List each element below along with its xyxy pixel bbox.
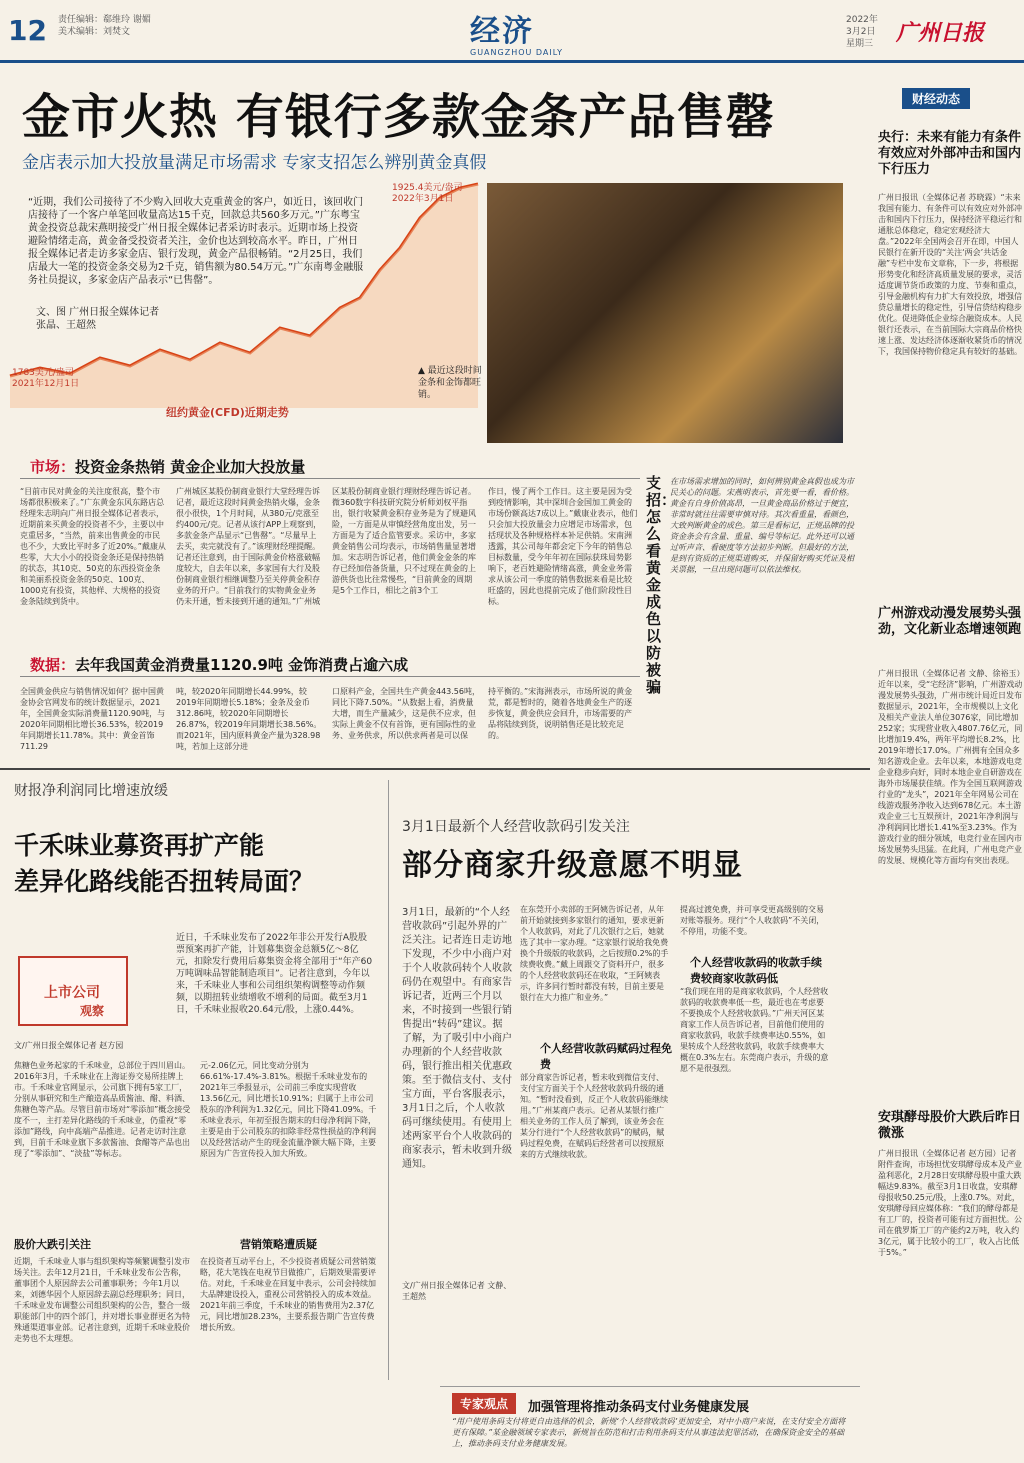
data-col-2: 吨，较2020年同期增长44.99%，较2019年同期增长5.18%；金条及金币312.86吨，较2020年同期增长26.87%，较2019年同期增长38.56%。而2021年，国内原料黄金产量为328.98吨，若加上这部分进 (176, 687, 322, 751)
section-title: 经济 (470, 14, 534, 49)
column-divider (388, 780, 389, 1380)
photo-caption: ▲ 最近这段时间金条和金饰都旺销。 (418, 366, 482, 400)
qianhe-headline (14, 828, 314, 900)
chart-start-label (12, 368, 79, 390)
chart-title: 纽约黄金(CFD)近期走势 (166, 406, 289, 419)
section-title-en: GUANGZHOU DAILY (470, 48, 564, 57)
market-title-text: 投资金条热销 黄金企业加大投放量 (75, 458, 306, 476)
merchant-col-3: 提高过渡免费，并可享受更高级别的交易对账等服务。现行“个人收款码”不关闭，不停用，功能不变。 (680, 905, 825, 936)
chart-start-price: 1783美元/盎司 (12, 368, 74, 378)
expert-divider (440, 1386, 860, 1387)
sidebar-item3-body: 广州日报讯（全媒体记者 赵方园）记者附件查询，市场担忧安琪酵母成本及产业盈利恶化，2月28日安琪酵母股中重大跌幅达9.83%。截至3月1日收盘，安琪酵母报收50.25元/股，上涨0.7%。对此，安琪酵母回应媒体称：“我们的酵母都是有工厂的，投资者可能有过方面担忧。公司在俄罗斯工厂的产能约2万吨，收入约3亿元，属于比较小的工厂，收入占比低于5%。” (878, 1149, 1022, 1257)
qianhe-col-2b: 在投资者互动平台上，不少投资者质疑公司营销策略，花大笔钱在电视节目做推广，后期效果需要评估。对此，千禾味业在回复中表示，公司会持续加大品牌建设投入，重视公司营销投入的成本效益。2021年前三季度，千禾味业的销售费用为2.37亿元，同比增加28.23%，主要系报告期广告宣传费增长所致。 (200, 1257, 376, 1332)
market-col-3: 区某股份制商业银行理财经理告诉记者。微360数字科技研究院分析师刘权平指出，银行收紧黄金积存业务是为了规避风险，一方面是从审慎经营角度出发，另一方面是为了适合监管要求。采访中，多家黄金销售公司均表示，市场销售量显著增加。宋志明告诉记者，他们黄金金条的库存已经加倍备货量，只不过现在黄金的上游供货也比往常慢些，“目前黄金的周期是5个工作日，相比之前3个工 (332, 487, 476, 595)
qianhe-intro: 近日，千禾味业发布了2022年非公开发行A股股票预案再扩产能，计划募集资金总额5亿～8亿元，扣除发行费用后募集资金将全部用于“年产60万吨调味品智能制造项目”。记者注意到，今年以来，千禾味业人事和公司组织架构调整等动作频频，以期扭转业绩增收不增利的局面。截至3月1日，千禾味业报收20.64元/股，上涨0.44%。 (176, 933, 373, 1015)
mid-page-divider (0, 768, 870, 770)
data-title-text: 去年我国黄金消费量1120.9吨 金饰消费占逾六成 (75, 656, 409, 674)
sidebar-item1-title: 央行：未来有能力有条件有效应对外部冲击和国内下行压力 (878, 130, 1022, 177)
qianhe-col-1: 焦糖色业务起家的千禾味业，总部位于四川眉山。2016年3月，千禾味业在上海证券交易所挂牌上市。千禾味业官网显示，公司旗下拥有5家工厂，分别从事研究和生产酿造高品质酱油、醋、料酒、焦糖色等产品。尽管目前市场对“零添加”概念接受度不一，主打差异化路线的千禾味业，仍重视“零添加”路线，向中高端产品推进。记者走访时注意到，目前千禾味业旗下多款酱油、食醋等产品也出现了“零添加”、“淡盐”等标志。 (14, 1061, 191, 1158)
market-col-1: “目前市民对黄金的关注度很高，整个市场都很积极来了。”广东黄金东风东路店总经理朱志明向广州日报全媒体记者表示，近期前来买黄金的投资者不少，主要以中克重居多，“当然，前来出售黄金的市民也不少，大致比平时多了近20%。”戴康从些零，大大小小的投资金条还是保持热销的状态，其10克、50克的东西投资金条和美丽系投资金条的50克、100克、1000克有投资，其他样、大规格的投资金条陆续到货中。 (20, 487, 166, 606)
merchant-col-3b: “我们现在用的是商家收款码，个人经营收款码的收款费率低一些，最近也在考虑要不要换成个人经营收款码。”广州天河区某商家工作人员告诉记者，目前他们使用的商家收款码，收款手续费率达0.55%，如果转成个人经营收款码，收款手续费率大概在0.3%左右。东莞商户表示，升级的意愿不是很强烈。 (680, 987, 829, 1073)
tips-text: 在市场需求增加的同时，如何辨别黄金真假也成为市民关心的问题。宋燕明表示，首先要一看，看价格。黄金有自身价值高昂，一旦黄金商品价格过于便宜，非常时就往往需要审慎对待。其次看重量，看颜色，大致判断黄金的成色。第三是看标记，正规品牌的投资金条会有含量、重量、编号等标记。此外还可以通过听声音、看硬度等方法初步判断。但最好的方法，是到有资质的正规渠道购买，并保留好购买凭证及相关票据，一旦出现问题可以依法维权。 (670, 477, 854, 574)
masthead-logo: 广州日报 (896, 20, 985, 46)
header-divider (0, 60, 1024, 63)
chart-end-price: 1925.4美元/盎司 (392, 183, 463, 193)
tips-vertical-title: 支招：怎么看黄金成色以防被骗 (646, 474, 677, 696)
qianhe-byline: 文/广州日报全媒体记者 赵方园 (14, 1041, 124, 1050)
data-divider (20, 676, 640, 677)
sidebar-item2-body: 广州日报讯（全媒体记者 文静、徐裕玉）近年以来，受“宅经济”影响，广州游戏动漫发展势头强劲，广州市统计局近日发布数据显示，2021年，全市规模以上文化及相关产业法人单位3076家，同比增加252家；实现营业收入4807.76亿元，同比增加19.4%，两年平均增长8.2%，比2019年增长17.0%。广州拥有全国众多知名游戏企业。去年以来，本地游戏电竞企业稳步向好，同时本地企业自研游戏在海外市场屡获佳绩。作为全国互联网游戏行业的“龙头”，2021年全年网易公司在线游戏服务净收入达到678亿元。本土游戏企业三七互娱预计，2021年净利润与净利润同比增长1.41%至3.23%。作为游戏行业的细分领域，电竞行业在国内市场发展势头迅猛。在此间，广州电竞产业的发展、规模化等方面均有突出表现。 (878, 669, 1023, 865)
date-weekday: 星期三 (846, 39, 874, 49)
merchant-kicker: 3月1日最新个人经营收款码引发关注 (402, 819, 630, 835)
data-col-4: 持平衡的。”宋海洲表示，市场所说的黄金荒，都是暂时的，随着各地黄金生产的逐步恢复，黄金供应会回升，市场需要的产品将陆续到货，说明销售还是比较充足的。 (488, 687, 633, 740)
market-title-tag: 市场： (30, 458, 76, 476)
page-number: 12 (8, 14, 47, 47)
gold-shop-photo (487, 183, 843, 443)
data-col-1: 全国黄金供应与销售情况如何？据中国黄金协会官网发布的统计数据显示，2021年，全国黄金实际消费量1120.90吨，与2020年同期相比增长36.53%，较2019年同期增长11.78%。其中：黄金首饰711.29 (20, 687, 166, 751)
expert-view-tag: 专家观点 (452, 1393, 516, 1414)
qianhe-headline-line2: 差异化路线能否扭转局面？ (14, 867, 315, 896)
qianhe-subhead-2: 营销策略遭质疑 (240, 1238, 317, 1251)
qianhe-headline-line1: 千禾味业募资再扩产能 (14, 831, 265, 860)
market-section-title (30, 456, 305, 477)
data-title-tag: 数据： (30, 656, 76, 674)
chart-end-label (392, 183, 463, 205)
lead-headline: 金市火热 有银行多款金条产品售罄 (22, 89, 775, 145)
byline-names: 张晶、王超然 (36, 320, 96, 331)
chart-start-date: 2021年12月1日 (12, 379, 80, 389)
finance-news-tag: 财经动态 (902, 88, 970, 109)
lead-intro: “近期，我们公司接待了不少购入回收大克重黄金的客户，如近日，该回收门店接待了一个客户单笔回收量高达15千克，回款总共560多万元。”广东粤宝黄金投资总裁宋燕明接受广州日报全媒体记者采访时表示。近期市场上投资避险情绪走高，黄金备受投资者关注，金价也达到较高水平。昨日，广州日报全媒体记者走访多家金店、银行发现，黄金产品很畅销。“2月25日，我们店最大一笔的投资金条交易为2千克，销售额为80.54万元。”广东南粤金融服务社员提议，多家金店产品表示“已售罄”。 (28, 197, 364, 286)
sidebar-item3-title: 安琪酵母股价大跌后昨日微涨 (878, 1110, 1022, 1141)
qianhe-col-1b: 近期，千禾味业人事与组织架构等频繁调整引发市场关注。去年12月21日，千禾味业发布公告称，董事团个人原因辞去公司董事职务；今年1月以来，刘德华因个人原因辞去副总经理职务；同日，千禾味业发布调整公司组织架构的公告，整合一级职能部门中的四个部门，并对增长事业群更名为特殊通渠道事业部。记者注意到，近期千禾味业股价走势也不太理想。 (14, 1257, 190, 1343)
editors-line: 责任编辑：郗维玲 谢媚 (58, 15, 151, 25)
badge-text-b: 观察 (80, 1004, 105, 1018)
merchant-subhead-1: 个人经营收款码赋码过程免费 (540, 1042, 672, 1071)
badge-text-a: 上市公司 (44, 985, 100, 1001)
byline-line: 文、图 广州日报全媒体记者 (36, 307, 160, 318)
qianhe-col-2: 元-2.06亿元，同比变动分别为66.61%-17.4%-3.81%。根据千禾味业发布的2021年三季报显示，公司前三季度实现营收13.56亿元，同比增长10.91%；归属于上市公司股东的净利润为1.32亿元，同比下降41.09%。千禾味业表示，年初至报告期末的归母净利润下降，主要是由于公司股东的扣除非经常性损益的净利润以及经营活动产生的现金流量净额大幅下降，主要原因为广告宣传投入加大所致。 (200, 1061, 377, 1158)
sidebar-item1-body: 广州日报讯（全媒体记者 苏晓霖）“未来我国有能力、有条件可以有效应对外部冲击和国内下行压力，保持经济平稳运行和通胀总体稳定，稳定宏观经济大盘。”2022年全国两会召开在即，中国人民银行在新开设的“关注‘两会’共话金融”专栏中发布文章称，下一步，将根据形势变化和经济高质量发展的要求，灵活适度调节货币政策的力度、节奏和重点，引导金融机构有力扩大有效投放，增强信贷总量增长的稳定性，引导信贷结构稳步优化。促进降低企业综合融资成本。人民银行还表示，在当前国际大宗商品价格快速上涨、发达经济体逐渐收紧货币的情况下，我国保持物价稳定具有较好的基础。 (878, 193, 1022, 356)
lead-subhead: 金店表示加大投放量满足市场需求 专家支招怎么辨别黄金真假 (22, 153, 487, 173)
merchant-intro: 3月1日，最新的“个人经营收款码”引起外界的广泛关注。记者连日走访地下发现，不少中小商户对于个人收款码转个人收款码仍在观望中。有商家告诉记者，近两三个月以来，不时接到一些银行销售提出“转码”建议。据了解，为了吸引中小商户办理新的个人经营收款码，银行推出相关优惠政策。至于微信支付、支付宝方面，平台客服表示，3月1日之后，个人收款码可继续使用。有使用上述两家平台个人收款码的商家表示，暂未收到升级通知。 (402, 907, 512, 1170)
lead-byline (36, 306, 159, 332)
finance-sidebar (878, 84, 1024, 1463)
market-col-4: 作日，慢了两个工作日。这主要是因为受到疫情影响，其中深圳合金国加工黄金的市场份额高达7成以上。”戴康业表示，他们只会加大投放量会力应增足市场需求，包括现状及各种规格样本补足供销。宋南洲透露，其公司每年都会定下今年的销售总目标数量，受今年年初在国际获珠局势影响下，老百姓避险情绪高涨，黄金业务需求从该公司一季度的销售数据来看是比较旺盛的，因此也提前完成了他们阶段性目标。 (488, 487, 638, 606)
merchant-subhead-2: 个人经营收款码的收款手续费较商家收款码低 (690, 956, 822, 985)
merchant-col-2b: 部分商家告诉记者，暂未收到微信支付、支付宝方面关于个人经营收款码升级的通知。“暂时没看到，反正个人收款码能继续用。”广州某商户表示。记者从某银行推广相关业务的工作人员了解到，该业务会在某分行进行“个人经营收款码”的赋码，赋码过程免费，在赋码后经营者可以按照原来的方式继续收款。 (520, 1073, 669, 1159)
date-year: 2022年 (846, 15, 878, 25)
merchant-byline: 文/广州日报全媒体记者 文静、王超然 (402, 1281, 512, 1301)
qianhe-kicker: 财报净利润同比增速放缓 (14, 783, 168, 799)
expert-view-text: “用户使用条码支付将更自由选择的机会，新规‘个人经营收款码’更加安全，对中小商户来说，在支付安全方面将更有保障。”某金融领域专家表示，新规旨在防范和打击利用条码支付从事违法犯罪活动，在确保资金安全的基础上，推动条码支付业务健康发展。 (452, 1417, 846, 1448)
market-divider (20, 478, 640, 479)
issue-date (846, 14, 878, 50)
art-editor-line: 美术编辑：刘焚文 (58, 27, 131, 37)
market-col-2: 广州城区某股份制商业银行大堂经理告诉记者，最近这段时间黄金热销火爆，金条很小很快，1个月时间，从380元/克涨至约400元/克。记者从该行APP上观察到，多款金条产品显示“已售罄”。“尽量早上去买，卖完就没有了。”该理财经理提醒。记者还注意到，由于国际黄金价格涨破幅度较大，自去年以来，多家国有大行及股份制商业银行相继调整乃至关停黄金积存业务的开户。“目前我行的实物黄金业务仍未开通，暂未接到开通的通知。”广州城 (176, 487, 322, 606)
date-day: 3月2日 (846, 27, 876, 37)
sidebar-item2-title: 广州游戏动漫发展势头强劲，文化新业态增速领跑 (878, 606, 1022, 637)
expert-view-title: 加强管理将推动条码支付业务健康发展 (528, 1400, 750, 1415)
editors-credit (58, 14, 151, 38)
merchant-headline: 部分商家升级意愿不明显 (402, 848, 743, 883)
chart-end-date: 2022年3月1日 (392, 194, 454, 204)
merchant-col-2: 在东莞开小卖部的王阿姨告诉记者，从年前开始就接到多家银行的通知，要求更新个人收款码，对此了几次银行之后，她就选了其中一家办理。“这家银行说给我免费换个升级版的收款码，之后按照0.2%的手续费收费。”戴上周跟交了资料开户，很多的个人经营收款码还在收取，“王阿姨表示，许多同行暂时都没有转，目前主要是银行在大力推广和业务。” (520, 905, 669, 1002)
data-col-3: 口原料产金，全国共生产黄金443.56吨，同比下降7.50%。“从数据上看，消费量大增，而生产量减少，这是供不应求，但实际上黄金不仅有首饰，更有国际性的业务、业务供求，所以供求两者是可以保 (332, 687, 480, 740)
data-section-title (30, 654, 408, 675)
qianhe-subhead-1: 股价大跌引关注 (14, 1238, 91, 1251)
